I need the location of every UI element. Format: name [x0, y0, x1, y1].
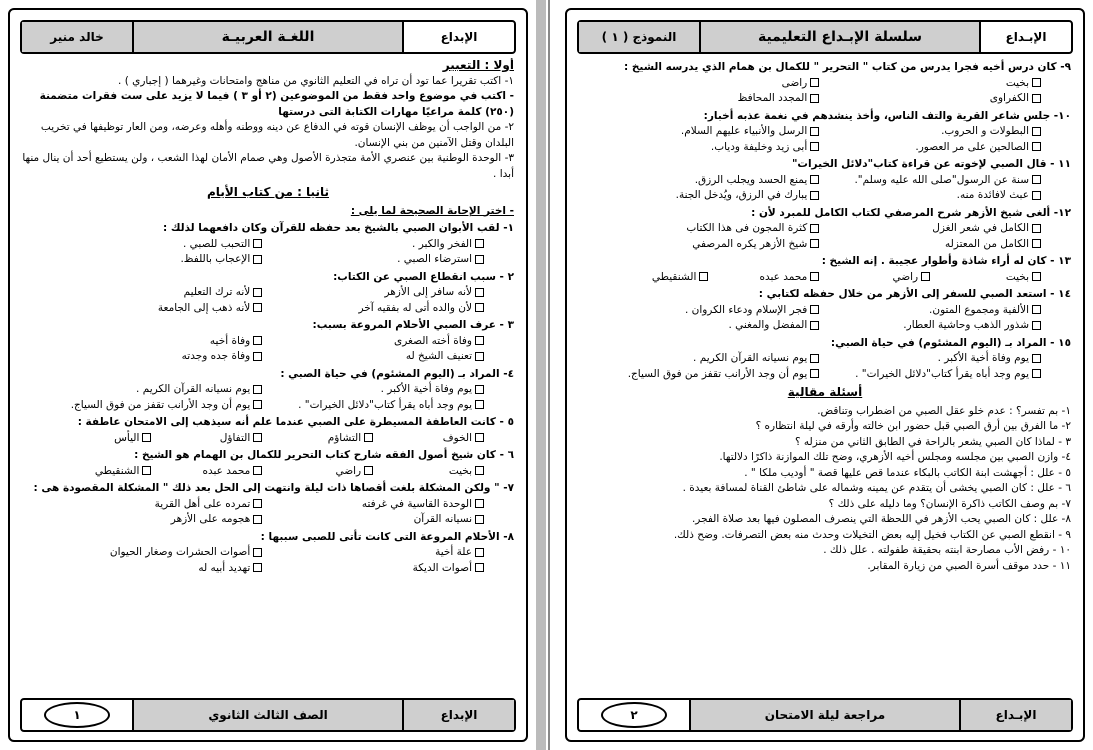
- answer-option-label: الشنقيطي: [94, 464, 140, 477]
- answer-option[interactable]: [41, 464, 152, 480]
- checkbox-icon[interactable]: [1032, 94, 1041, 103]
- answer-option[interactable]: [819, 124, 1041, 140]
- left-question-list: [22, 221, 514, 576]
- checkbox-icon[interactable]: [364, 466, 373, 475]
- answer-option[interactable]: [598, 173, 820, 189]
- answer-option-label: الوحدة القاسية في غرفته: [361, 497, 472, 510]
- checkbox-icon[interactable]: [253, 548, 262, 557]
- answer-option[interactable]: [598, 140, 820, 156]
- checkbox-icon[interactable]: [810, 127, 819, 136]
- left-footer-grade: الصف الثالث الثانوي: [132, 700, 404, 730]
- left-header-author: خالد منير: [22, 22, 132, 52]
- answer-option[interactable]: [262, 431, 373, 447]
- answer-options: [579, 303, 1071, 334]
- checkbox-icon[interactable]: [810, 191, 819, 200]
- checkbox-icon[interactable]: [253, 255, 262, 264]
- answer-option[interactable]: [41, 252, 263, 268]
- checkbox-icon[interactable]: [253, 400, 262, 409]
- answer-option-label: يوم أن وجد الأرانب تقفز من فوق السياج.: [70, 398, 251, 411]
- checkbox-icon[interactable]: [364, 433, 373, 442]
- right-question-list: [579, 60, 1071, 382]
- answer-option[interactable]: [819, 140, 1041, 156]
- answer-option[interactable]: [41, 398, 263, 414]
- answer-option-label: المجدد المحافظ: [737, 92, 808, 104]
- checkbox-icon[interactable]: [253, 466, 262, 475]
- answer-option[interactable]: [41, 431, 152, 447]
- answer-option[interactable]: [41, 349, 263, 365]
- question: ٩- كان درس أخيه فجرا يدرس من كتاب " التحرير " للكمال بن همام الذي يدرسه الشيخ :: [623, 61, 1071, 73]
- checkbox-icon[interactable]: [253, 336, 262, 345]
- right-header-brand: الإبـداع: [1005, 30, 1047, 44]
- answer-options: [22, 431, 514, 447]
- checkbox-icon[interactable]: [253, 303, 262, 312]
- answer-option[interactable]: [41, 561, 263, 577]
- answer-option-label: الخوف: [442, 431, 472, 444]
- answer-option[interactable]: [262, 349, 484, 365]
- answer-option-label: الشنقيطي: [651, 270, 697, 283]
- answer-options: [22, 285, 514, 316]
- answer-option[interactable]: [262, 545, 484, 561]
- answer-option-label: تعنيف الشيخ له: [405, 350, 472, 362]
- answer-option[interactable]: [262, 497, 484, 513]
- left-header-brand: الإبداع: [440, 30, 478, 44]
- book-gutter: [536, 0, 546, 750]
- answer-option-label: فجر الإسلام ودعاء الكروان .: [684, 303, 808, 316]
- checkbox-icon[interactable]: [810, 94, 819, 103]
- answer-options: [579, 351, 1071, 382]
- page-number: ١: [44, 702, 110, 728]
- checkbox-icon[interactable]: [810, 224, 819, 233]
- answer-option[interactable]: [930, 270, 1041, 286]
- answer-option[interactable]: [598, 367, 820, 383]
- checkbox-icon[interactable]: [921, 272, 930, 281]
- question: ١٠- جلس شاعر القرية والتف الناس، وأخذ ينشدهم في نغمة عذبه أخبار:: [703, 109, 1071, 122]
- left-footer: [20, 698, 516, 732]
- checkbox-icon[interactable]: [475, 303, 484, 312]
- right-header-series: سلسلة الإبـداع التعليمية: [699, 22, 981, 52]
- answer-option[interactable]: [41, 334, 263, 350]
- checkbox-icon[interactable]: [253, 499, 262, 508]
- checkbox-icon[interactable]: [253, 239, 262, 248]
- answer-option[interactable]: [819, 91, 1041, 107]
- answer-option[interactable]: [151, 431, 262, 447]
- answer-option[interactable]: [262, 512, 484, 528]
- left-content: [22, 58, 514, 694]
- answer-option-label: شذور الذهب وحاشية العطار.: [903, 319, 1029, 331]
- answer-option[interactable]: [819, 351, 1041, 367]
- answer-option-label: وفاة أخته الصغرى: [394, 334, 472, 347]
- answer-option[interactable]: [819, 367, 1041, 383]
- answer-option-label: تهديد أبيه له: [198, 561, 251, 574]
- checkbox-icon[interactable]: [253, 288, 262, 297]
- answer-option[interactable]: [598, 76, 820, 92]
- checkbox-icon[interactable]: [1032, 272, 1041, 281]
- checkbox-icon[interactable]: [1032, 224, 1041, 233]
- answer-option[interactable]: [819, 303, 1041, 319]
- answer-option-label: التفاؤل: [219, 431, 251, 444]
- checkbox-icon[interactable]: [810, 321, 819, 330]
- checkbox-icon[interactable]: [810, 239, 819, 248]
- answer-option[interactable]: [41, 545, 263, 561]
- answer-option-label: تمرده على أهل القرية: [154, 497, 251, 510]
- answer-option[interactable]: [598, 124, 820, 140]
- answer-option-label: أبى زيد وخليفة ودياب.: [710, 140, 808, 153]
- question: ١- لقب الأبوان الصبي بالشيخ بعد حفظه للقرآن وكان دافعهما لذلك :: [163, 222, 514, 234]
- answer-option[interactable]: [598, 351, 820, 367]
- answer-option[interactable]: [819, 221, 1041, 237]
- answer-options: [579, 221, 1071, 252]
- answer-option-label: وفاة جده وجدته: [181, 350, 251, 362]
- checkbox-icon[interactable]: [1032, 369, 1041, 378]
- checkbox-icon[interactable]: [475, 288, 484, 297]
- essay-question: ٨- علل : كان الصبي يحب الأزهر في اللحظة التي ينصرف المصلون فيها بعد صلاة الفجر.: [691, 513, 1071, 525]
- answer-option-label: علة أخية: [435, 546, 472, 558]
- essay-question: ٦ - علل : كان الصبي يخشى أن يتقدم عن يمينه وشماله على شاطئ القناة لمسافة بعيدة .: [682, 482, 1071, 494]
- right-header-model: النموذج ( ١ ): [579, 22, 699, 52]
- checkbox-icon[interactable]: [810, 175, 819, 184]
- checkbox-icon[interactable]: [1032, 127, 1041, 136]
- essay-instruction: - اكتب في موضوع واحد فقط من الموضوعين (٢ أو ٣ ) فيما لا يزيد على ست فقرات متضمنة (٢٥٠) كلمة مراعيًا مهارات الكتابة التى درستها: [39, 90, 514, 118]
- checkbox-icon[interactable]: [475, 499, 484, 508]
- essay-question: ٣ - لماذا كان الصبي يشعر بالراحة في الطابق الثاني من منزله ؟: [794, 435, 1071, 448]
- essay-question: ٥ - علل : أجهشت ابنة الكاتب بالبكاء عندما قص عليها قصة " أوديب ملكا " .: [744, 466, 1071, 479]
- checkbox-icon[interactable]: [475, 352, 484, 361]
- answer-option[interactable]: [819, 173, 1041, 189]
- answer-option-label: محمد عبده: [759, 270, 808, 283]
- answer-option-label: عبث لافائدة منه.: [956, 189, 1029, 201]
- answer-option-label: هجومه على الأزهر: [170, 513, 251, 525]
- answer-option[interactable]: [262, 252, 484, 268]
- checkbox-icon[interactable]: [810, 305, 819, 314]
- answer-option-label: اليأس: [114, 431, 140, 444]
- answer-option-label: الكامل من المعتزله: [944, 237, 1029, 250]
- question: ٧- " ولكن المشكلة بلغت أقصاها ذات ليلة وانتهت إلى الحل بعد ذلك " المشكلة المقصودة هى :: [33, 482, 514, 494]
- essay-question: ١- بم تفسر؟ : عدم خلو عقل الصبي من اضطراب وتناقض.: [817, 404, 1071, 417]
- answer-option-label: يوم وجد أباه يقرأ كتاب"دلائل الخيرات" .: [855, 367, 1029, 380]
- answer-option-label: الكفراوى: [989, 92, 1029, 104]
- checkbox-icon[interactable]: [1032, 142, 1041, 151]
- answer-option-label: سنة عن الرسول"صلى الله عليه وسلم".: [854, 173, 1029, 186]
- answer-option[interactable]: [598, 91, 820, 107]
- checkbox-icon[interactable]: [475, 548, 484, 557]
- answer-option-label: لأنه ذهب إلى الجامعة: [157, 301, 251, 314]
- essay-question: ١١ - حدد موقف أسرة الصبي من زيارة المقابر.: [867, 559, 1071, 572]
- answer-option[interactable]: [373, 464, 484, 480]
- essay-prompt-1: ١- اكتب تقريرا عما تود أن تراه في التعليم الثانوي من مناهج وامتحانات وغيرهما ( إجباري ) .: [118, 74, 514, 87]
- answer-option-label: أصوات الديكة: [412, 561, 472, 574]
- checkbox-icon[interactable]: [810, 272, 819, 281]
- answer-option[interactable]: [262, 382, 484, 398]
- answer-option[interactable]: [819, 318, 1041, 334]
- answer-option-label: الرسل والأنبياء عليهم السلام.: [680, 125, 808, 137]
- right-footer-page-area: [579, 700, 689, 730]
- checkbox-icon[interactable]: [1032, 239, 1041, 248]
- answer-option[interactable]: [819, 237, 1041, 253]
- answer-option-label: لأن والده أتى له بفقيه آخر: [358, 301, 472, 314]
- answer-option[interactable]: [598, 188, 820, 204]
- right-footer-title: مراجعة ليلة الامتحان: [689, 700, 961, 730]
- essay-question: ١٠ - رفض الأب مصارحة ابنته بحقيقة طفولته . علل ذلك .: [823, 544, 1071, 556]
- answer-options: [579, 173, 1071, 204]
- answer-option[interactable]: [598, 303, 820, 319]
- answer-option[interactable]: [819, 76, 1041, 92]
- checkbox-icon[interactable]: [475, 255, 484, 264]
- checkbox-icon[interactable]: [1032, 175, 1041, 184]
- question: ٥ - كانت العاطفة المسيطرة على الصبي عندما علم أنه سيذهب إلى الامتحان عاطفة :: [77, 416, 514, 428]
- left-header-subject: اللغـة العربيـة: [132, 22, 404, 52]
- checkbox-icon[interactable]: [142, 466, 151, 475]
- answer-option[interactable]: [262, 285, 484, 301]
- answer-option-label: بخيت: [1005, 76, 1029, 89]
- answer-option-label: الفخر والكبر .: [412, 237, 472, 250]
- answer-option[interactable]: [262, 301, 484, 317]
- answer-option[interactable]: [598, 318, 820, 334]
- answer-option[interactable]: [598, 237, 820, 253]
- essay-question: ٧- بم وصف الكاتب ذاكرة الإنسان؟ وما دليله على ذلك ؟: [828, 497, 1071, 510]
- answer-option-label: استرضاء الصبي .: [397, 253, 472, 265]
- page-number: ٢: [601, 702, 667, 728]
- checkbox-icon[interactable]: [253, 385, 262, 394]
- answer-option[interactable]: [598, 270, 709, 286]
- answer-option-label: الألفية ومجموع المتون.: [929, 303, 1029, 316]
- checkbox-icon[interactable]: [810, 142, 819, 151]
- question: ٤- المراد بـ (اليوم المشئوم) في حياة الصبي :: [280, 367, 514, 380]
- answer-option[interactable]: [819, 270, 930, 286]
- essay-question: ٢- ما الفرق بين أرق الصبي قبل حضور ابن خالته وأرقه في ليلة انتظاره ؟: [755, 420, 1071, 432]
- answer-option[interactable]: [41, 497, 263, 513]
- answer-options: [22, 464, 514, 480]
- answer-options: [579, 76, 1071, 107]
- checkbox-icon[interactable]: [810, 369, 819, 378]
- checkbox-icon[interactable]: [810, 354, 819, 363]
- right-header: [577, 20, 1073, 54]
- answer-option[interactable]: [41, 512, 263, 528]
- checkbox-icon[interactable]: [475, 336, 484, 345]
- answer-option-label: أصوات الحشرات وصغار الحيوان: [109, 546, 251, 558]
- question: ٨- الأحلام المروعة التى كانت تأتى للصبى سببها :: [260, 530, 514, 543]
- answer-option[interactable]: [41, 237, 263, 253]
- essay-prompt-2: ٢- من الواجب أن يوظف الإنسان قوته في الدفاع عن دينه ووطنه وأهله وعرضه، ومن العار توظيفها في تخريب البلدان وقتل الآمنين من بني الإنسان.: [40, 121, 514, 149]
- answer-option[interactable]: [262, 464, 373, 480]
- essay-question-list: [579, 404, 1071, 575]
- answer-option[interactable]: [373, 431, 484, 447]
- answer-option-label: يوم وجد أباه يقرأ كتاب"دلائل الخيرات" .: [298, 398, 472, 411]
- answer-option-label: البطولات و الحروب.: [941, 125, 1029, 137]
- answer-option-label: التشاؤم: [327, 431, 362, 444]
- section-expression-title: أولا : التعبير: [442, 58, 514, 72]
- checkbox-icon[interactable]: [699, 272, 708, 281]
- answer-option-label: الصالحين على مر العصور.: [915, 140, 1029, 153]
- question: ١٣ - كان له أراء شاذة وأطوار عجيبة . إنه الشيخ :: [821, 255, 1071, 267]
- answer-option-label: يبارك في الرزق، ويُدخل الجنة.: [675, 189, 808, 201]
- checkbox-icon[interactable]: [475, 563, 484, 572]
- answer-option-label: التحبب للصبي .: [182, 237, 251, 250]
- answer-option-label: محمد عبده: [202, 464, 251, 477]
- question: ١٢- ألغى شيخ الأزهر شرح المرصفي لكتاب الكامل للمبرد لأن :: [751, 206, 1071, 219]
- checkbox-icon[interactable]: [253, 563, 262, 572]
- essay-prompt-3: ٣- الوحدة الوطنية بين عنصري الأمة متجذرة الأصول وهي صمام الأمان لهذا الشعب ، ولن يستطيع أحد أن ينال منها أبدا .: [22, 152, 514, 180]
- answer-option[interactable]: [262, 334, 484, 350]
- checkbox-icon[interactable]: [475, 433, 484, 442]
- right-footer: [577, 698, 1073, 732]
- answer-option-label: وفاة أخيه: [209, 334, 251, 347]
- question: ٣ - عرف الصبي الأحلام المروعة بسبب:: [312, 319, 514, 331]
- answer-options: [22, 497, 514, 528]
- answer-option-label: لأنه سافر إلى الأزهر: [384, 286, 472, 298]
- section-ayyam-title: ثانيا : من كتاب الأيام: [207, 185, 329, 199]
- answer-option-label: بخيت: [448, 464, 472, 477]
- answer-option-label: يوم وفاة أخية الأكبر .: [380, 383, 472, 395]
- question: ١٤ - استعد الصبي للسفر إلى الأزهر من خلال حفظه لكتابي :: [758, 288, 1071, 300]
- answer-option[interactable]: [262, 237, 484, 253]
- answer-options: [579, 270, 1071, 286]
- answer-option[interactable]: [598, 221, 820, 237]
- answer-option[interactable]: [41, 382, 263, 398]
- checkbox-icon[interactable]: [475, 515, 484, 524]
- left-footer-brand: الإبداع: [404, 700, 514, 730]
- answer-option-label: بخيت: [1005, 270, 1029, 283]
- page-right: [565, 8, 1085, 742]
- left-header: [20, 20, 516, 54]
- answer-option[interactable]: [151, 464, 262, 480]
- answer-option-label: يوم نسيانه القرآن الكريم .: [136, 383, 251, 395]
- checkbox-icon[interactable]: [142, 433, 151, 442]
- answer-option-label: راضي: [892, 270, 919, 283]
- answer-option-label: يوم نسيانه القرآن الكريم .: [693, 352, 808, 364]
- checkbox-icon[interactable]: [475, 385, 484, 394]
- question: ١١ - قال الصبي لإخوته عن قراءة كتاب"دلائل الخيرات": [791, 158, 1071, 170]
- checkbox-icon[interactable]: [1032, 321, 1041, 330]
- answer-option-label: يوم وفاة أخية الأكبر .: [937, 352, 1029, 364]
- answer-option[interactable]: [708, 270, 819, 286]
- checkbox-icon[interactable]: [475, 239, 484, 248]
- question: ٢ - سبب انقطاع الصبي عن الكتاب:: [333, 270, 514, 283]
- answer-option[interactable]: [41, 301, 263, 317]
- answer-options: [22, 545, 514, 576]
- answer-options: [22, 334, 514, 365]
- essay-question: ٤- وازن الصبي بين مجلسه ومجلس أخيه الأزهري، وضح تلك الموازنة ذاكرًا دلالتها.: [719, 451, 1071, 463]
- mcq-instruction: - اختر الإجابة الصحيحة لما يلى :: [350, 204, 514, 217]
- answer-option-label: شيخ الأزهر يكره المرصفي: [692, 237, 808, 250]
- answer-option[interactable]: [41, 285, 263, 301]
- essay-question: ٩ - انقطع الصبي عن الكتاب فخيل إليه بعض التخيلات وحدث منه بعض التصرفات. وضح ذلك.: [673, 528, 1071, 541]
- answer-options: [22, 237, 514, 268]
- checkbox-icon[interactable]: [810, 78, 819, 87]
- checkbox-icon[interactable]: [1032, 191, 1041, 200]
- checkbox-icon[interactable]: [1032, 78, 1041, 87]
- answer-option-label: راضى: [781, 76, 808, 89]
- checkbox-icon[interactable]: [253, 433, 262, 442]
- answer-option-label: راضي: [335, 464, 362, 477]
- left-footer-page-area: [22, 700, 132, 730]
- checkbox-icon[interactable]: [1032, 305, 1041, 314]
- answer-option[interactable]: [262, 561, 484, 577]
- answer-option-label: لأنه ترك التعليم: [183, 286, 251, 298]
- checkbox-icon[interactable]: [475, 466, 484, 475]
- book-gutter-line: [548, 0, 550, 750]
- right-footer-brand: الإبـداع: [961, 700, 1071, 730]
- question: ٦ - كان شيخ أصول الفقه شارح كتاب التحرير للكمال بن الهمام هو الشيخ :: [134, 449, 514, 461]
- answer-option-label: كثرة المجون فى هذا الكتاب: [686, 222, 808, 234]
- answer-option-label: المفضل والمغني .: [728, 319, 808, 331]
- answer-option-label: يمنع الحسد ويجلب الرزق.: [694, 173, 808, 186]
- answer-option[interactable]: [819, 188, 1041, 204]
- right-content: [579, 58, 1071, 694]
- checkbox-icon[interactable]: [253, 515, 262, 524]
- question: ١٥ - المراد بـ (اليوم المشئوم) في حياة الصبي:: [830, 336, 1071, 349]
- checkbox-icon[interactable]: [1032, 354, 1041, 363]
- checkbox-icon[interactable]: [475, 400, 484, 409]
- answer-options: [22, 382, 514, 413]
- answer-option-label: الإعجاب باللفظ.: [180, 253, 251, 265]
- essay-section-title: أسئلة مقالية: [787, 385, 863, 399]
- answer-option[interactable]: [262, 398, 484, 414]
- answer-option-label: يوم أن وجد الأرانب تقفز من فوق السياج.: [627, 367, 808, 380]
- page-left: [8, 8, 528, 742]
- answer-option-label: الكامل في شعر الغزل: [932, 222, 1029, 234]
- checkbox-icon[interactable]: [253, 352, 262, 361]
- answer-options: [579, 124, 1071, 155]
- answer-option-label: نسيانه القرآن: [413, 513, 472, 525]
